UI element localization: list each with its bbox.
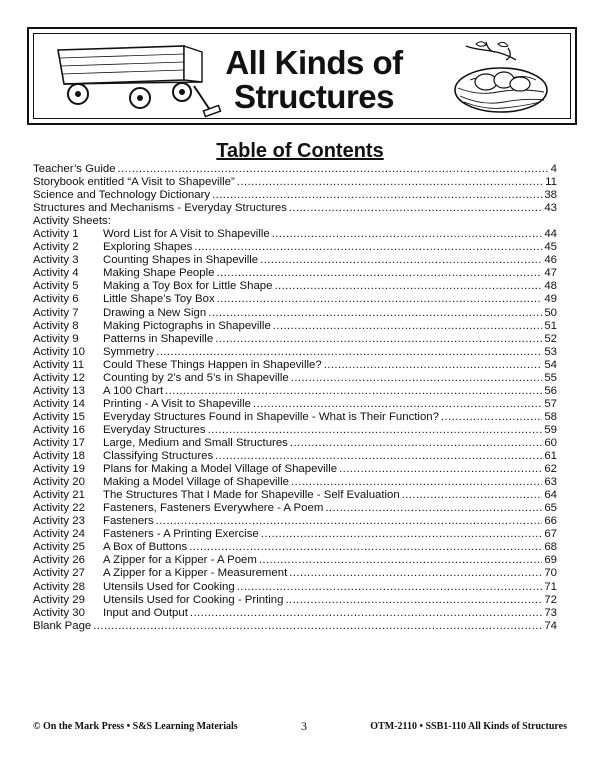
toc-entry-title: Utensils Used for Cooking - Printing [103,593,284,606]
toc-activity-label: Activity 22 [33,502,85,515]
toc-entry-title: Printing - A Visit to Shapeville [103,397,251,410]
toc-activity-label: Activity 28 [33,580,85,593]
toc-entry-title: Drawing a New Sign [103,306,207,319]
toc-activity-label: Activity 8 [33,319,79,332]
toc-dot-leader [215,333,542,346]
toc-entry [33,372,557,385]
toc-entry-title: Word List for A Visit to Shapeville [103,228,270,241]
toc-entry [33,176,557,189]
toc-dot-leader [215,450,542,463]
toc-dot-leader [208,424,543,437]
toc-activity-label: Activity 3 [33,254,79,267]
toc-page-number: 59 [544,423,557,436]
toc-entry-title: Input and Output [103,606,188,619]
toc-page-number: 47 [544,267,557,280]
toc-dot-leader [289,567,542,580]
toc-dot-leader [253,398,542,411]
table-of-contents [33,163,557,633]
toc-dot-leader [285,594,542,607]
toc-dot-leader [237,581,543,594]
toc-entry [33,385,557,398]
toc-entry [33,463,557,476]
toc-dot-leader [190,607,542,620]
toc-entry [33,567,557,580]
toc-entry-title: A 100 Chart [103,384,164,397]
toc-dot-leader [289,202,542,215]
toc-entry [33,541,557,554]
bird-nest-illustration [446,38,556,120]
toc-activity-label: Activity 29 [33,593,85,606]
toc-entry-title: Fasteners [103,515,154,528]
toc-entry [33,398,557,411]
toc-entry [33,476,557,489]
page-number: 3 [300,719,307,733]
toc-entry [33,215,557,228]
header-frame [27,27,577,125]
toc-activity-label: Activity 23 [33,515,85,528]
toc-dot-leader [274,280,542,293]
toc-dot-leader [339,463,542,476]
toc-entry [33,163,557,176]
toc-dot-leader [165,385,542,398]
toc-page-number: 60 [544,436,557,449]
toc-page-number: 55 [544,371,557,384]
toc-dot-leader [290,437,542,450]
toc-page-number: 73 [544,606,557,619]
toc-entry [33,307,557,320]
toc-activity-label: Activity 14 [33,397,85,410]
toc-page-number: 52 [544,332,557,345]
toc-entry [33,346,557,359]
toc-page-number: 56 [544,384,557,397]
toc-activity-label: Activity 6 [33,293,79,306]
toc-dot-leader [118,163,549,176]
toc-entry [33,280,557,293]
toc-entry-title: Making a Toy Box for Little Shape [103,280,273,293]
footer-publisher: © On the Mark Press • S&S Learning Materials [33,721,238,732]
toc-page-number: 54 [544,358,557,371]
toc-dot-leader [324,359,543,372]
toc-activity-label: Activity 24 [33,528,85,541]
toc-entry-title: Making Pictographs in Shapeville [103,319,271,332]
toc-page-number: 70 [544,567,557,580]
toc-entry-title: Patterns in Shapeville [103,332,214,345]
toc-page-number: 48 [544,280,557,293]
toc-entry [33,502,557,515]
toc-entry [33,254,557,267]
toc-page-number: 4 [550,163,557,175]
toc-entry [33,594,557,607]
toc-entry [33,320,557,333]
toc-page-number: 53 [544,345,557,358]
toc-dot-leader [93,620,542,633]
toc-page-number: 64 [544,489,557,502]
title-line-2: Structures [233,78,395,115]
toc-page-number: 61 [544,450,557,463]
toc-entry-title: A Zipper for a Kipper - A Poem [103,554,257,567]
toc-entry [33,554,557,567]
toc-page-number: 58 [544,410,557,423]
toc-page-number: 44 [544,228,557,241]
title-line-1: All Kinds of [225,44,403,81]
toc-activity-label: Activity 1 [33,228,79,241]
toc-dot-leader [291,476,542,489]
toc-page-number: 50 [544,306,557,319]
toc-entry [33,359,557,372]
toc-entry-title: Storybook entitled “A Visit to Shapeville” [33,176,235,189]
page-title [184,46,444,114]
toc-dot-leader [273,320,543,333]
page-footer [33,721,567,734]
toc-activity-label: Activity 2 [33,241,79,254]
toc-activity-label: Activity 25 [33,541,85,554]
toc-entry [33,228,557,241]
toc-activity-label: Activity 16 [33,423,85,436]
toc-entry [33,607,557,620]
toc-heading: Table of Contents [216,140,384,162]
toc-entry-title: Counting by 2’s and 5’s in Shapeville [103,371,289,384]
toc-page-number: 72 [544,593,557,606]
toc-dot-leader [291,372,543,385]
toc-activity-label: Activity 13 [33,384,85,397]
toc-entry-title: Symmetry [103,345,155,358]
toc-activity-label: Activity 19 [33,463,85,476]
header-inner-frame [33,33,571,119]
toc-page-number: 69 [544,554,557,567]
toc-activity-label: Activity 26 [33,554,85,567]
toc-entry-title: The Structures That I Made for Shapeville - Self Evaluation [103,489,400,502]
toc-page-number: 57 [544,397,557,410]
toc-dot-leader [325,502,542,515]
toc-activity-label: Activity 17 [33,436,85,449]
toc-dot-leader [208,307,542,320]
toc-entry-title: Structures and Mechanisms - Everyday Structures [33,202,287,215]
toc-dot-leader [212,189,542,202]
toc-activity-label: Activity 30 [33,606,85,619]
toc-page-number: 45 [544,241,557,254]
toc-dot-leader [260,254,542,267]
toc-page-number: 38 [544,189,557,202]
toc-entry-title: Making a Model Village of Shapeville [103,476,289,489]
toc-activity-label: Activity 15 [33,410,85,423]
toc-entry-title: Plans for Making a Model Village of Shapeville [103,463,338,476]
toc-entry [33,424,557,437]
toc-entry-title: Fasteners, Fasteners Everywhere - A Poem [103,502,324,515]
toc-entry [33,241,557,254]
toc-page-number: 43 [544,202,557,215]
toc-entry-title: Teacher’s Guide [33,163,116,175]
toc-entry-title: Counting Shapes in Shapeville [103,254,259,267]
toc-page-number: 65 [544,502,557,515]
toc-entry-title: Making Shape People [103,267,215,280]
toc-entry [33,450,557,463]
toc-entry [33,515,557,528]
toc-entry [33,528,557,541]
toc-dot-leader [259,554,542,567]
toc-entry [33,202,557,215]
toc-entry-title: A Zipper for a Kipper - Measurement [103,567,288,580]
toc-entry-title: Large, Medium and Small Structures [103,436,288,449]
toc-dot-leader [194,241,542,254]
toc-entry-title: Utensils Used for Cooking [103,580,235,593]
toc-dot-leader [156,346,542,359]
toc-entry [33,581,557,594]
toc-page-number: 68 [544,541,557,554]
toc-dot-leader [189,541,542,554]
toc-dot-leader [272,228,543,241]
toc-activity-label: Activity 4 [33,267,79,280]
toc-entry-title: Classifying Structures [103,450,214,463]
toc-page-number: 11 [545,176,557,189]
toc-page-number: 62 [544,463,557,476]
toc-entry-title: Little Shape’s Toy Box [103,293,215,306]
toc-dot-leader [237,176,543,189]
toc-dot-leader [441,411,542,424]
toc-activity-label: Activity 12 [33,371,85,384]
toc-dot-leader [261,528,543,541]
toc-activity-label: Activity 11 [33,358,85,371]
toc-activity-label: Activity 27 [33,567,85,580]
toc-entry-title: Everyday Structures Found in Shapeville - What is Their Function? [103,410,439,423]
toc-page-number: 66 [544,515,557,528]
toc-dot-leader [156,515,543,528]
toc-entry-title: Science and Technology Dictionary [33,189,211,202]
toc-activity-label: Activity 9 [33,332,79,345]
toc-entry-title: Everyday Structures [103,423,206,436]
toc-dot-leader [402,489,543,502]
toc-entry [33,620,557,633]
toc-dot-leader [217,293,543,306]
toc-entry [33,437,557,450]
toc-page-number: 74 [544,619,557,632]
toc-page-number: 67 [544,528,557,541]
toc-entry [33,189,557,202]
toc-activity-label: Activity 10 [33,345,85,358]
toc-entry-title: A Box of Buttons [103,541,188,554]
toc-activity-label: Activity 7 [33,306,79,319]
toc-entry-title: Fasteners - A Printing Exercise [103,528,259,541]
toc-activity-label: Activity 21 [33,489,85,502]
toc-entry [33,267,557,280]
toc-entry [33,411,557,424]
footer-product-code: OTM-2110 • SSB1-110 All Kinds of Structures [370,721,567,732]
toc-page-number: 71 [544,580,557,593]
toc-entry [33,293,557,306]
toc-activity-label: Activity 18 [33,450,85,463]
toc-entry-title: Activity Sheets: [33,215,111,228]
toc-entry [33,333,557,346]
toc-entry-title: Blank Page [33,619,92,632]
toc-page-number: 63 [544,476,557,489]
toc-entry-title: Exploring Shapes [103,241,193,254]
toc-activity-label: Activity 5 [33,280,79,293]
toc-dot-leader [216,267,542,280]
toc-entry-title: Could These Things Happen in Shapeville? [103,358,322,371]
toc-entry [33,489,557,502]
toc-page-number: 46 [544,254,557,267]
toc-page-number: 49 [544,293,557,306]
toc-page-number: 51 [544,319,557,332]
toc-activity-label: Activity 20 [33,476,85,489]
